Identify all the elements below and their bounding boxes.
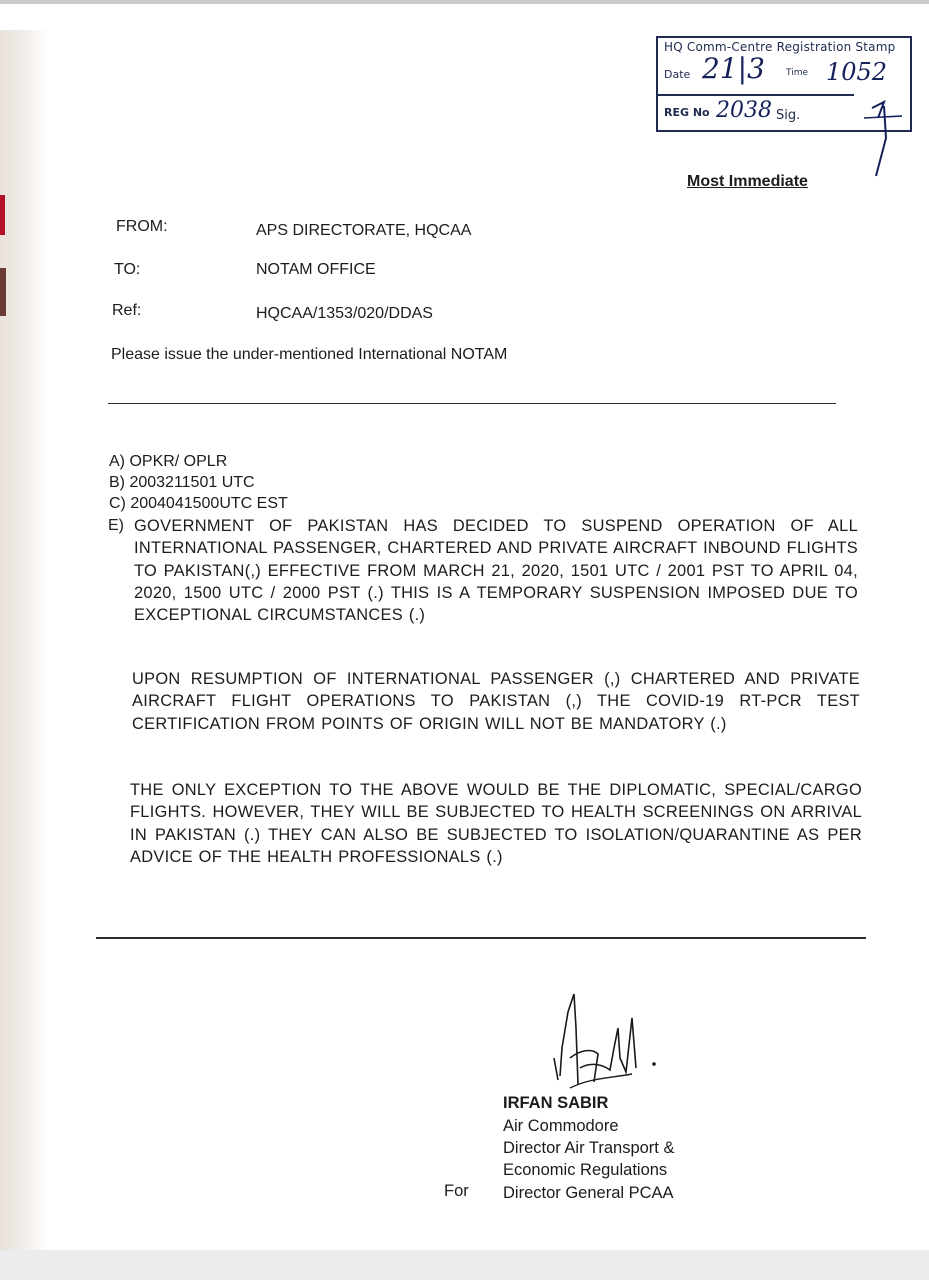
handwritten-signature (540, 988, 670, 1098)
registration-stamp (656, 36, 912, 132)
bottom-divider (96, 937, 866, 939)
to-label: TO: (114, 261, 141, 278)
from-label: FROM: (116, 218, 168, 235)
signatory-on-behalf: Director General PCAA (503, 1184, 674, 1202)
scan-bottom-edge (0, 1250, 929, 1280)
from-value: APS DIRECTORATE, HQCAA (256, 222, 472, 239)
stamp-date-value: 21|3 (702, 52, 765, 85)
notam-field-e-text: GOVERNMENT OF PAKISTAN HAS DECIDED TO SUSPEND OPERATION OF ALL INTERNATIONAL PASSENGER, CHARTERED AND PRIVATE AIRCRAFT INBOUND FLIGHTS TO PAKISTAN(,) EFFECTIVE FROM MARCH 21, 2020, 1501 UTC / 2001 PST TO APRIL 04, 2020, 1500 UTC / 2000 PST (.) THIS IS A TEMPORARY SUSPENSION IMPOSED DUE TO EXCEPTIONAL CIRCUMSTANCES (.) (134, 517, 858, 625)
binding-mark-red (0, 195, 5, 235)
scan-left-edge (0, 30, 48, 1250)
ref-value: HQCAA/1353/020/DDAS (256, 305, 433, 322)
signatory-title-line2: Economic Regulations (503, 1161, 668, 1179)
ref-label: Ref: (112, 302, 142, 319)
scan-top-edge (0, 0, 929, 4)
stamp-title: HQ Comm-Centre Registration Stamp (664, 40, 896, 54)
to-value: NOTAM OFFICE (256, 261, 376, 278)
stamp-time-label: Time (786, 68, 809, 78)
for-label: For (444, 1182, 469, 1200)
top-divider (108, 403, 836, 404)
notam-paragraph-3: THE ONLY EXCEPTION TO THE ABOVE WOULD BE THE DIPLOMATIC, SPECIAL/CARGO FLIGHTS. HOWEVER, THEY WILL BE SUBJECTED TO HEALTH SCREENINGS ON ARRIVAL IN PAKISTAN (.) THEY CAN ALSO BE SUBJECTED TO ISOLATION/QUARANTINE AS PER ADVICE OF THE HEALTH PROFESSIONALS (.) (130, 781, 862, 866)
notam-field-a: A) OPKR/ OPLR (109, 453, 228, 470)
instruction-text: Please issue the under-mentioned International NOTAM (111, 346, 508, 363)
stamp-time-value: 1052 (826, 58, 888, 86)
notam-field-e-prefix: E) (108, 517, 124, 534)
stamp-initials-mark (854, 98, 914, 178)
stamp-date-label: Date (664, 68, 691, 81)
binding-mark-brown (0, 268, 6, 316)
signatory-rank: Air Commodore (503, 1117, 619, 1135)
signatory-title-line1: Director Air Transport & (503, 1139, 675, 1157)
signatory-name: IRFAN SABIR (503, 1094, 609, 1112)
notam-field-c: C) 2004041500UTC EST (109, 495, 288, 512)
notam-field-b: B) 2003211501 UTC (109, 474, 255, 491)
notam-paragraph-2: UPON RESUMPTION OF INTERNATIONAL PASSENGER (,) CHARTERED AND PRIVATE AIRCRAFT FLIGHT OPERATIONS TO PAKISTAN (,) THE COVID-19 RT-PCR TEST CERTIFICATION FROM POINTS OF ORIGIN WILL NOT BE MANDATORY (.) (132, 670, 860, 733)
stamp-reg-label: REG No (664, 106, 710, 119)
stamp-sig-label: Sig. (776, 108, 801, 123)
priority-label: Most Immediate (687, 173, 808, 190)
stamp-reg-value: 2038 (716, 98, 772, 123)
stamp-divider (658, 94, 854, 96)
